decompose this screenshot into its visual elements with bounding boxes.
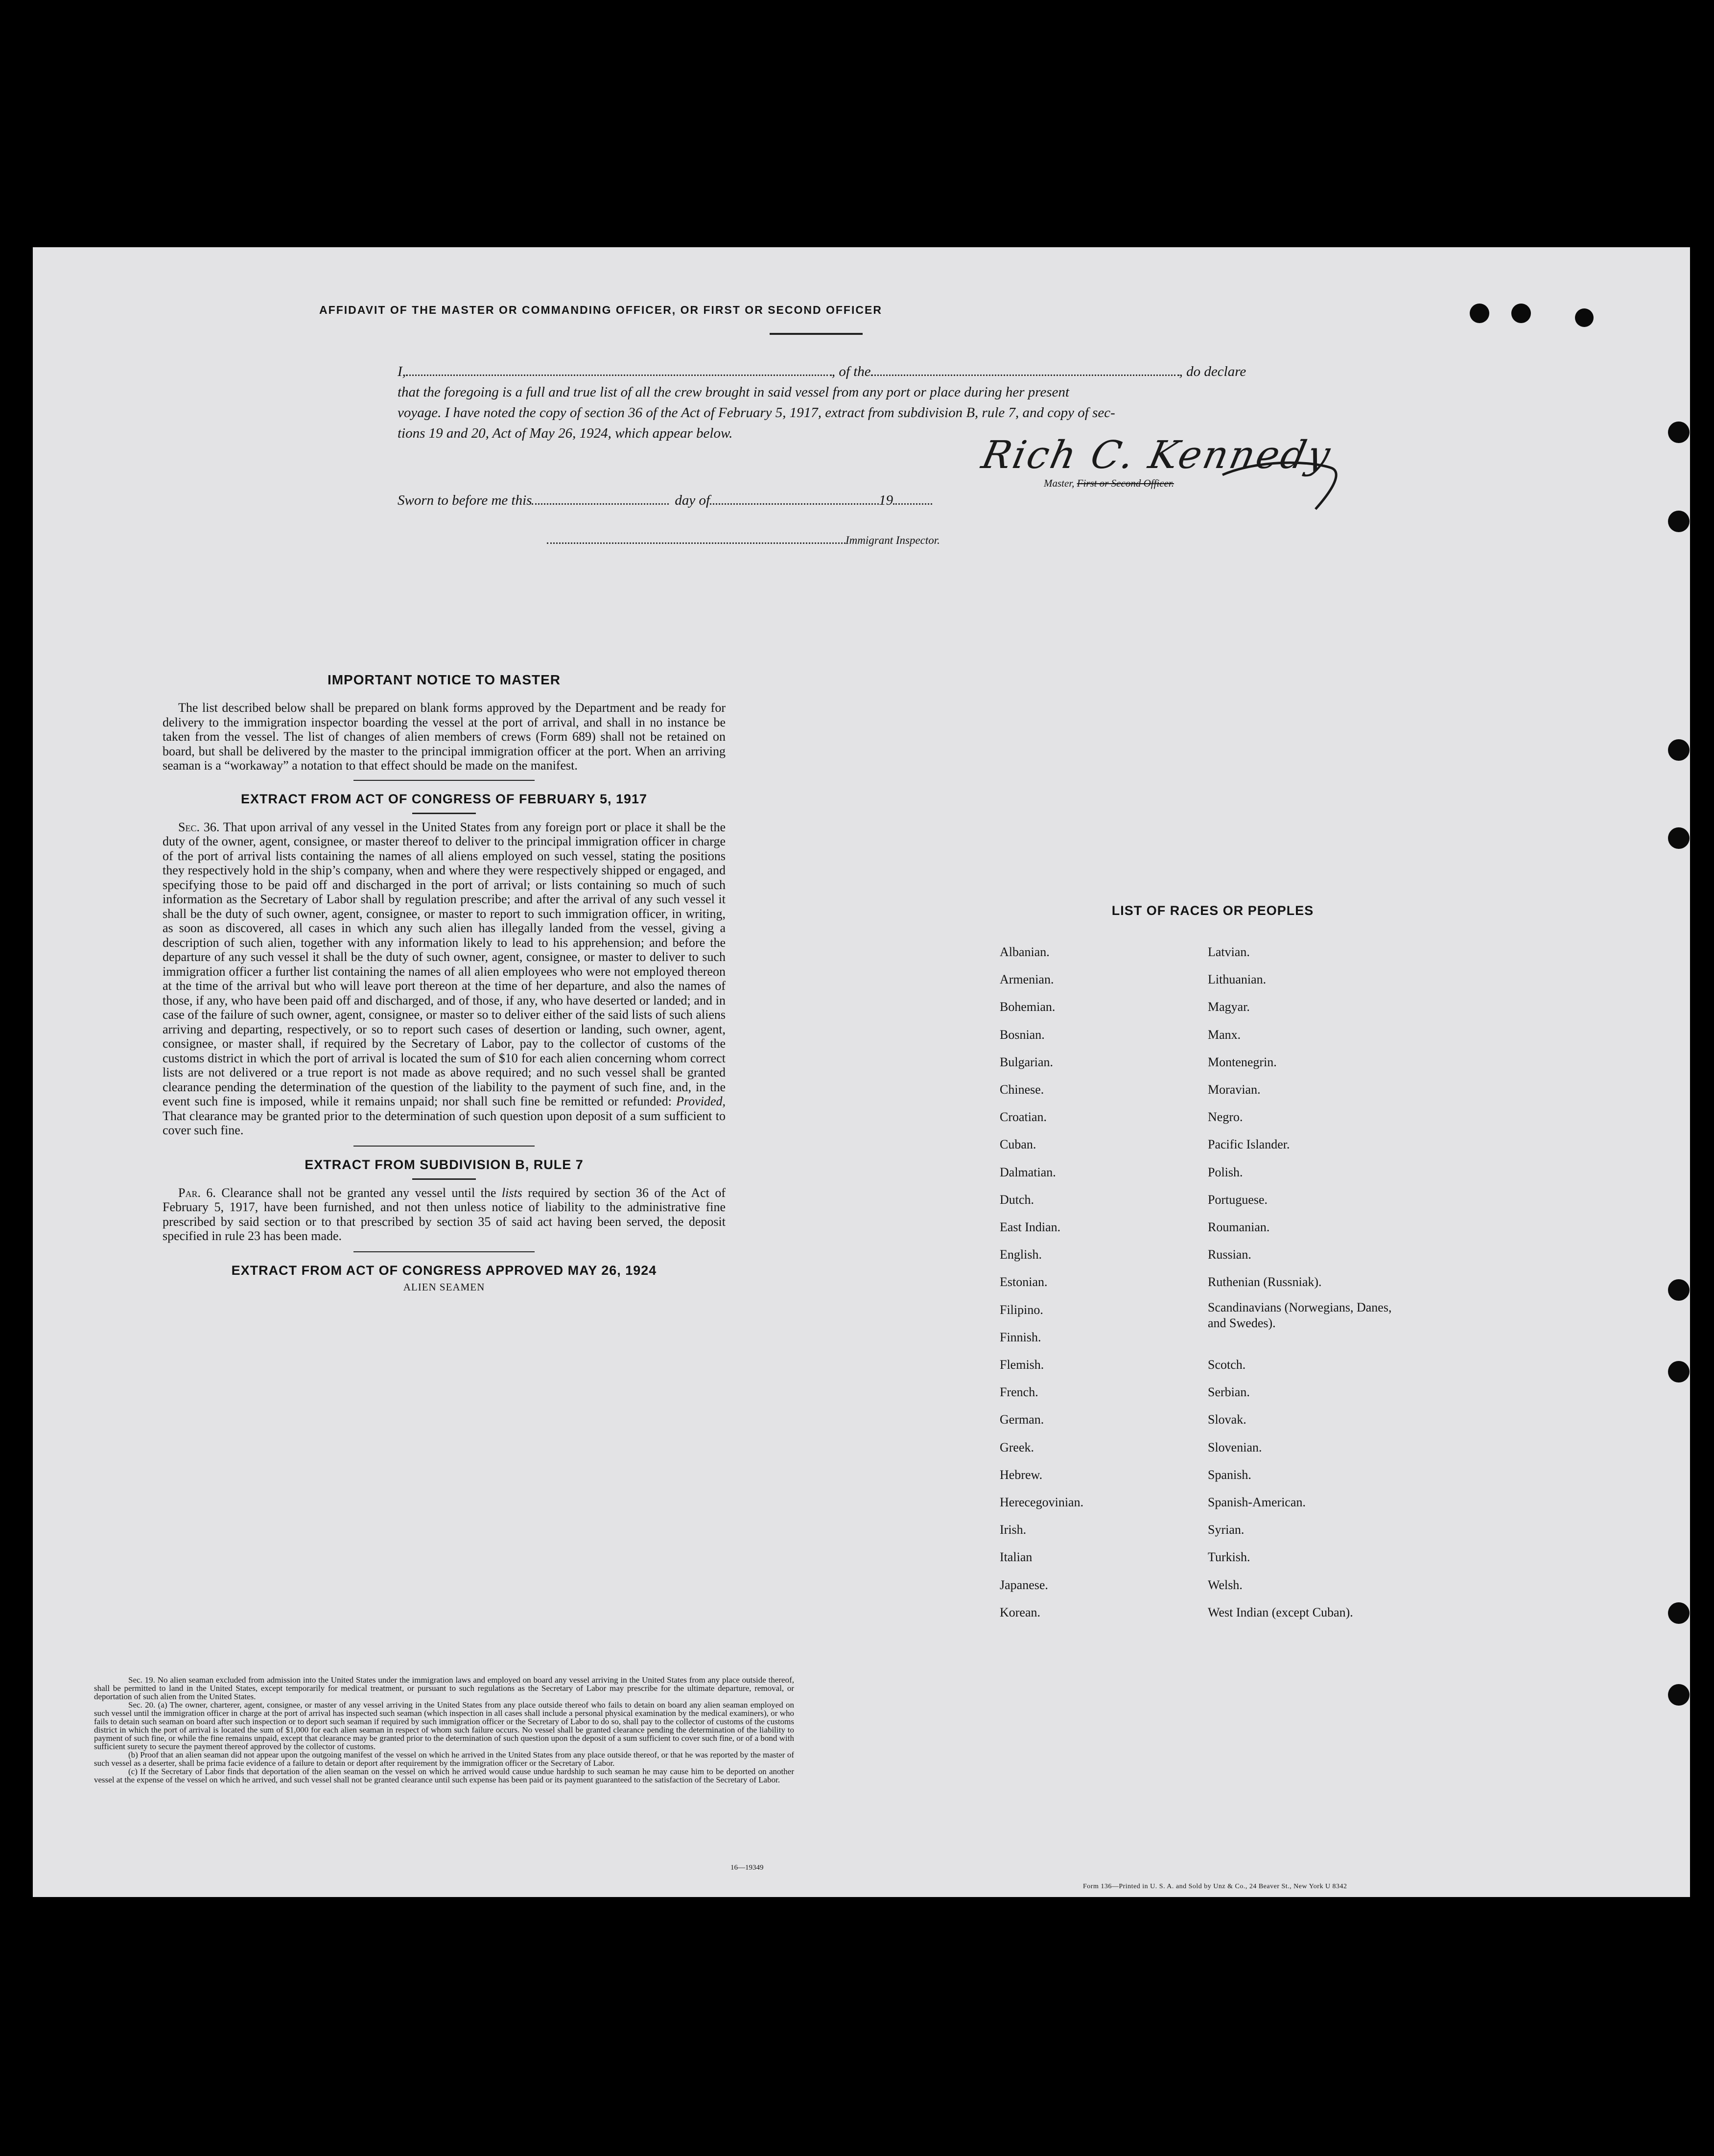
section-divider — [353, 1146, 535, 1147]
par-6-label: Par. 6. — [178, 1185, 216, 1200]
race-item: Welsh. — [1208, 1578, 1243, 1592]
race-item: Estonian. — [1000, 1275, 1048, 1289]
section-36-label: Sec. 36. — [178, 820, 220, 834]
race-item: Croatian. — [1000, 1110, 1047, 1124]
punch-hole — [1668, 1279, 1690, 1301]
race-item: Spanish-American. — [1208, 1495, 1306, 1509]
master-title — [1044, 477, 1174, 490]
race-item: Slovak. — [1208, 1412, 1246, 1427]
notice-body: The list described below shall be prepared on blank forms approved by the Department and be ready for delivery to the immigration inspector boarding the vessel at the port of arrival, and shall in no instance be taken from the vessel. The list of changes of alien members of crews (Form 689) shall not be retained on board, but shall be delivered by the master to the principal immigration officer at the port. When an arriving seaman is a “workaway” a notation to that effect should be made on the manifest. — [163, 701, 726, 773]
race-item: Lithuanian. — [1208, 972, 1267, 986]
section-20a-text: Sec. 20. (a) The owner, charterer, agent, consignee, or master of any vessel arriving in the United States from any place outside thereof who fails to detain on board any alien seaman employed on such vessel until the immigration officer in charge at the port of arrival has inspected such seaman (which inspection in all cases shall include a personal physical examination by the medical examiners), or who fails to detain such seaman on board after such inspection or to deport such seaman if required by such immigration officer or the Secretary of Labor to do so, shall pay to the collector of customs of the customs district in which the port of arrival is located the sum of $1,000 for each alien seaman in respect of whom such failure occurs. No vessel shall be granted clearance pending the determination of the liability to payment of such fine, or while the fine remains unpaid, except that clearance may be granted prior to the determination of such question upon the deposit of a sum sufficient to cover such fine, or of a bond with sufficient surety to secure the payment thereof approved by the collector of customs. — [94, 1700, 794, 1751]
year-blank — [893, 491, 932, 505]
race-item: French. — [1000, 1385, 1038, 1399]
par-6-text-b: required by section 36 of the Act of February 5, 1917, have been furnished, and not then unless notice of liability to the administrative fine prescribed by said section or to that prescribed by section 35 of said act having been served, the deposit specified in rule 23 has been made. — [163, 1185, 726, 1243]
extract-1917-rule — [412, 813, 476, 814]
lists-word: lists — [501, 1185, 522, 1200]
punch-hole — [1511, 304, 1531, 323]
race-item: West Indian (except Cuban). — [1208, 1605, 1353, 1619]
race-item: German. — [1000, 1412, 1044, 1427]
punch-hole — [1668, 1361, 1690, 1383]
master-signature: Rich C. Kennedy — [978, 433, 1336, 477]
affidavit-line-1 — [398, 361, 1313, 382]
day-of-label: day of — [675, 492, 710, 508]
section-20b-text: (b) Proof that an alien seaman did not appear upon the outgoing manifest of the vessel on which he arrived in the United States from any place outside thereof, or that he was reported by the master of such vessel as a deserter, shall be prima facie evidence of a failure to detain or deport after requirement by the immigration officer or the Secretary of Labor. — [94, 1750, 794, 1768]
affidavit-line-3: voyage. I have noted the copy of section 36 of the Act of February 5, 1917, extract from subdivision B, rule 7, and copy of sec- — [398, 405, 1115, 421]
affidavit-title: AFFIDAVIT OF THE MASTER OR COMMANDING OFFICER, OR FIRST OR SECOND OFFICER — [319, 304, 882, 316]
inspector-line — [547, 534, 940, 547]
alien-seamen-subtitle: ALIEN SEAMEN — [403, 1281, 485, 1293]
race-item: Moravian. — [1208, 1082, 1261, 1097]
punch-hole — [1668, 422, 1690, 443]
punch-hole — [1668, 511, 1690, 532]
race-item: Italian — [1000, 1550, 1033, 1564]
race-item: Albanian. — [1000, 945, 1050, 959]
affidavit-line-4: tions 19 and 20, Act of May 26, 1924, which appear below. — [398, 425, 733, 441]
inspector-label: Immigrant Inspector. — [845, 534, 940, 546]
sworn-line — [398, 491, 932, 509]
notice-title: IMPORTANT NOTICE TO MASTER — [327, 672, 561, 687]
race-item: Bohemian. — [1000, 1000, 1056, 1014]
signature-flourish — [1218, 441, 1345, 514]
form-code: 16—19349 — [730, 1864, 764, 1872]
section-19-text: Sec. 19. No alien seaman excluded from admission into the United States under the immigration laws and employed on board any vessel arriving in the United States from any place outside thereof, shall be permitted to land in the United States, except temporarily for medical treatment, or pursuant to such regulations as the Secretary of Labor may prescribe for the ultimate departure, removal, or deportation of such alien from the United States. — [94, 1675, 794, 1701]
race-item: Syrian. — [1208, 1523, 1244, 1537]
extract-1917-body — [163, 820, 726, 1138]
punch-hole — [1668, 1602, 1690, 1624]
do-declare-label: , do declare — [1179, 364, 1246, 379]
section-20c-text: (c) If the Secretary of Labor finds that deportation of the alien seaman on the vessel on which he arrived would cause undue hardship to such seaman he may cause him to be deported on another vessel at the expense of the vessel on which he arrived, and such vessel shall not be granted clearance until such expense has been paid or its payment guaranteed to the satisfaction of the Secretary of Labor. — [94, 1767, 794, 1784]
race-item: Serbian. — [1208, 1385, 1250, 1399]
race-item: Hebrew. — [1000, 1468, 1043, 1482]
race-item: Portuguese. — [1208, 1193, 1268, 1207]
section-36-text: That upon arrival of any vessel in the United States from any foreign port or place it shall be the duty of the owner, agent, consignee, or master thereof to deliver to the principal immigration officer in charge of the port of arrival lists containing the names of all aliens employed on such vessel, stating the positions they respectively hold in the ship’s company, when and where they were respectively shipped or engaged, and specifying those to be paid off and discharged in the port of arrival; or lists containing so much of such information as the Secretary of Labor shall by regulation prescribe; and after the arrival of any such vessel it shall be the duty of such owner, agent, consignee, or master to report to such immigration officer, in writing, as soon as discovered, all cases in which any such alien has illegally landed from the vessel, giving a description of such alien, together with any information likely to lead to his apprehension; and before the departure of any such vessel it shall be the duty of such owner, agent, consignee, or master to deliver to such immigration officer a further list containing the names of all alien employees who were not employed thereon at the time of the arrival but who will leave port thereon at the time of her departure, and also the names of those, if any, who have been paid off and discharged, and of those, if any, who have deserted or landed; and in case of the failure of such owner, agent, consignee, or master so to deliver either of the said lists of such aliens arriving and departing, respectively, or so to report such cases of desertion or landing, such owner, agent, consignee, or master shall, if required by the Secretary of Labor, pay to the collector of customs of the customs district in which the port of arrival is located the sum of $10 for each alien concerning whom correct lists are not delivered or a true report is not made as above required; and no such vessel shall be granted clearance pending the determination of the question of the liability to the payment of such fine, and, in the event such fine is imposed, while it remains unpaid; nor shall such fine be remitted or refunded: — [163, 820, 726, 1108]
rule7-body — [163, 1186, 726, 1243]
i-label: I, — [398, 364, 406, 379]
provided-word: Provided, — [676, 1094, 726, 1108]
race-item: Filipino. — [1000, 1303, 1043, 1317]
of-the-label: , of the — [831, 364, 871, 379]
par-6-text-a: Clearance shall not be granted any vessel until the — [221, 1185, 496, 1200]
section-divider — [353, 1251, 535, 1252]
race-item: Negro. — [1208, 1110, 1243, 1124]
section-36-tail: That clearance may be granted prior to the determination of such question upon deposit of a sum sufficient to cover such fine. — [163, 1108, 726, 1137]
day-blank — [532, 491, 669, 505]
master-label: Master, — [1044, 477, 1075, 489]
races-right-list — [1208, 945, 1413, 1875]
punch-hole — [1668, 1684, 1690, 1706]
race-item: Pacific Islander. — [1208, 1137, 1290, 1151]
rule7-rule — [412, 1178, 476, 1180]
extract-1924-title: EXTRACT FROM ACT OF CONGRESS APPROVED MAY 26, 1924 — [231, 1263, 657, 1278]
struck-officer-label: First or Second Officer. — [1077, 477, 1174, 489]
race-item: Flemish. — [1000, 1358, 1044, 1372]
punch-hole — [1575, 308, 1594, 327]
section-divider — [353, 780, 535, 781]
year-label: 19 — [879, 492, 893, 508]
notice-section — [163, 672, 726, 1293]
race-item: Latvian. — [1208, 945, 1250, 959]
affidavit-title-rule — [770, 333, 863, 335]
race-item: Spanish. — [1208, 1468, 1251, 1482]
extract-1924-body — [94, 1676, 794, 1784]
race-item: Japanese. — [1000, 1578, 1048, 1592]
form-sheet — [33, 247, 1690, 1897]
race-item: Russian. — [1208, 1247, 1251, 1262]
name-blank — [406, 362, 832, 376]
race-item: Herecegovinian. — [1000, 1495, 1084, 1509]
punch-hole — [1470, 304, 1489, 323]
race-item: Scotch. — [1208, 1358, 1246, 1372]
race-item: Magyar. — [1208, 1000, 1250, 1014]
race-item: Polish. — [1208, 1165, 1243, 1179]
race-item: Slovenian. — [1208, 1440, 1262, 1454]
races-left-list — [1000, 945, 1186, 1875]
race-item: Bulgarian. — [1000, 1055, 1054, 1069]
vessel-blank — [871, 362, 1179, 376]
race-item: Finnish. — [1000, 1330, 1041, 1344]
races-title: LIST OF RACES OR PEOPLES — [1111, 903, 1314, 918]
race-item: Ruthenian (Russniak). — [1208, 1275, 1322, 1289]
race-item: Roumanian. — [1208, 1220, 1270, 1234]
race-item: Armenian. — [1000, 972, 1054, 986]
sworn-label: Sworn to before me this — [398, 492, 532, 508]
race-item: Bosnian. — [1000, 1028, 1045, 1042]
extract-1917-title: EXTRACT FROM ACT OF CONGRESS OF FEBRUARY 5, 1917 — [240, 791, 648, 806]
punch-hole — [1668, 827, 1690, 849]
race-item: Montenegrin. — [1208, 1055, 1277, 1069]
inspector-blank — [547, 534, 845, 544]
race-item: Korean. — [1000, 1605, 1041, 1619]
race-item: Chinese. — [1000, 1082, 1044, 1097]
race-item: Dalmatian. — [1000, 1165, 1056, 1179]
punch-hole — [1668, 739, 1690, 761]
affidavit-line-2: that the foregoing is a full and true list of all the crew brought in said vessel from any port or place during her present — [398, 384, 1070, 400]
race-item: East Indian. — [1000, 1220, 1061, 1234]
race-item: English. — [1000, 1247, 1042, 1262]
race-item: Dutch. — [1000, 1193, 1034, 1207]
race-item: Greek. — [1000, 1440, 1034, 1454]
form-footer: Form 136—Printed in U. S. A. and Sold by Unz & Co., 24 Beaver St., New York U 8342 — [1083, 1883, 1347, 1890]
race-item: Cuban. — [1000, 1137, 1036, 1151]
race-item: Turkish. — [1208, 1550, 1250, 1564]
race-item: Irish. — [1000, 1523, 1027, 1537]
race-item: Scandinavians (Norwegians, Danes, and Swedes). — [1208, 1300, 1392, 1330]
affidavit-body — [398, 361, 1313, 444]
month-blank — [710, 491, 879, 505]
rule7-title: EXTRACT FROM SUBDIVISION B, RULE 7 — [305, 1157, 584, 1172]
race-item: Manx. — [1208, 1028, 1241, 1042]
